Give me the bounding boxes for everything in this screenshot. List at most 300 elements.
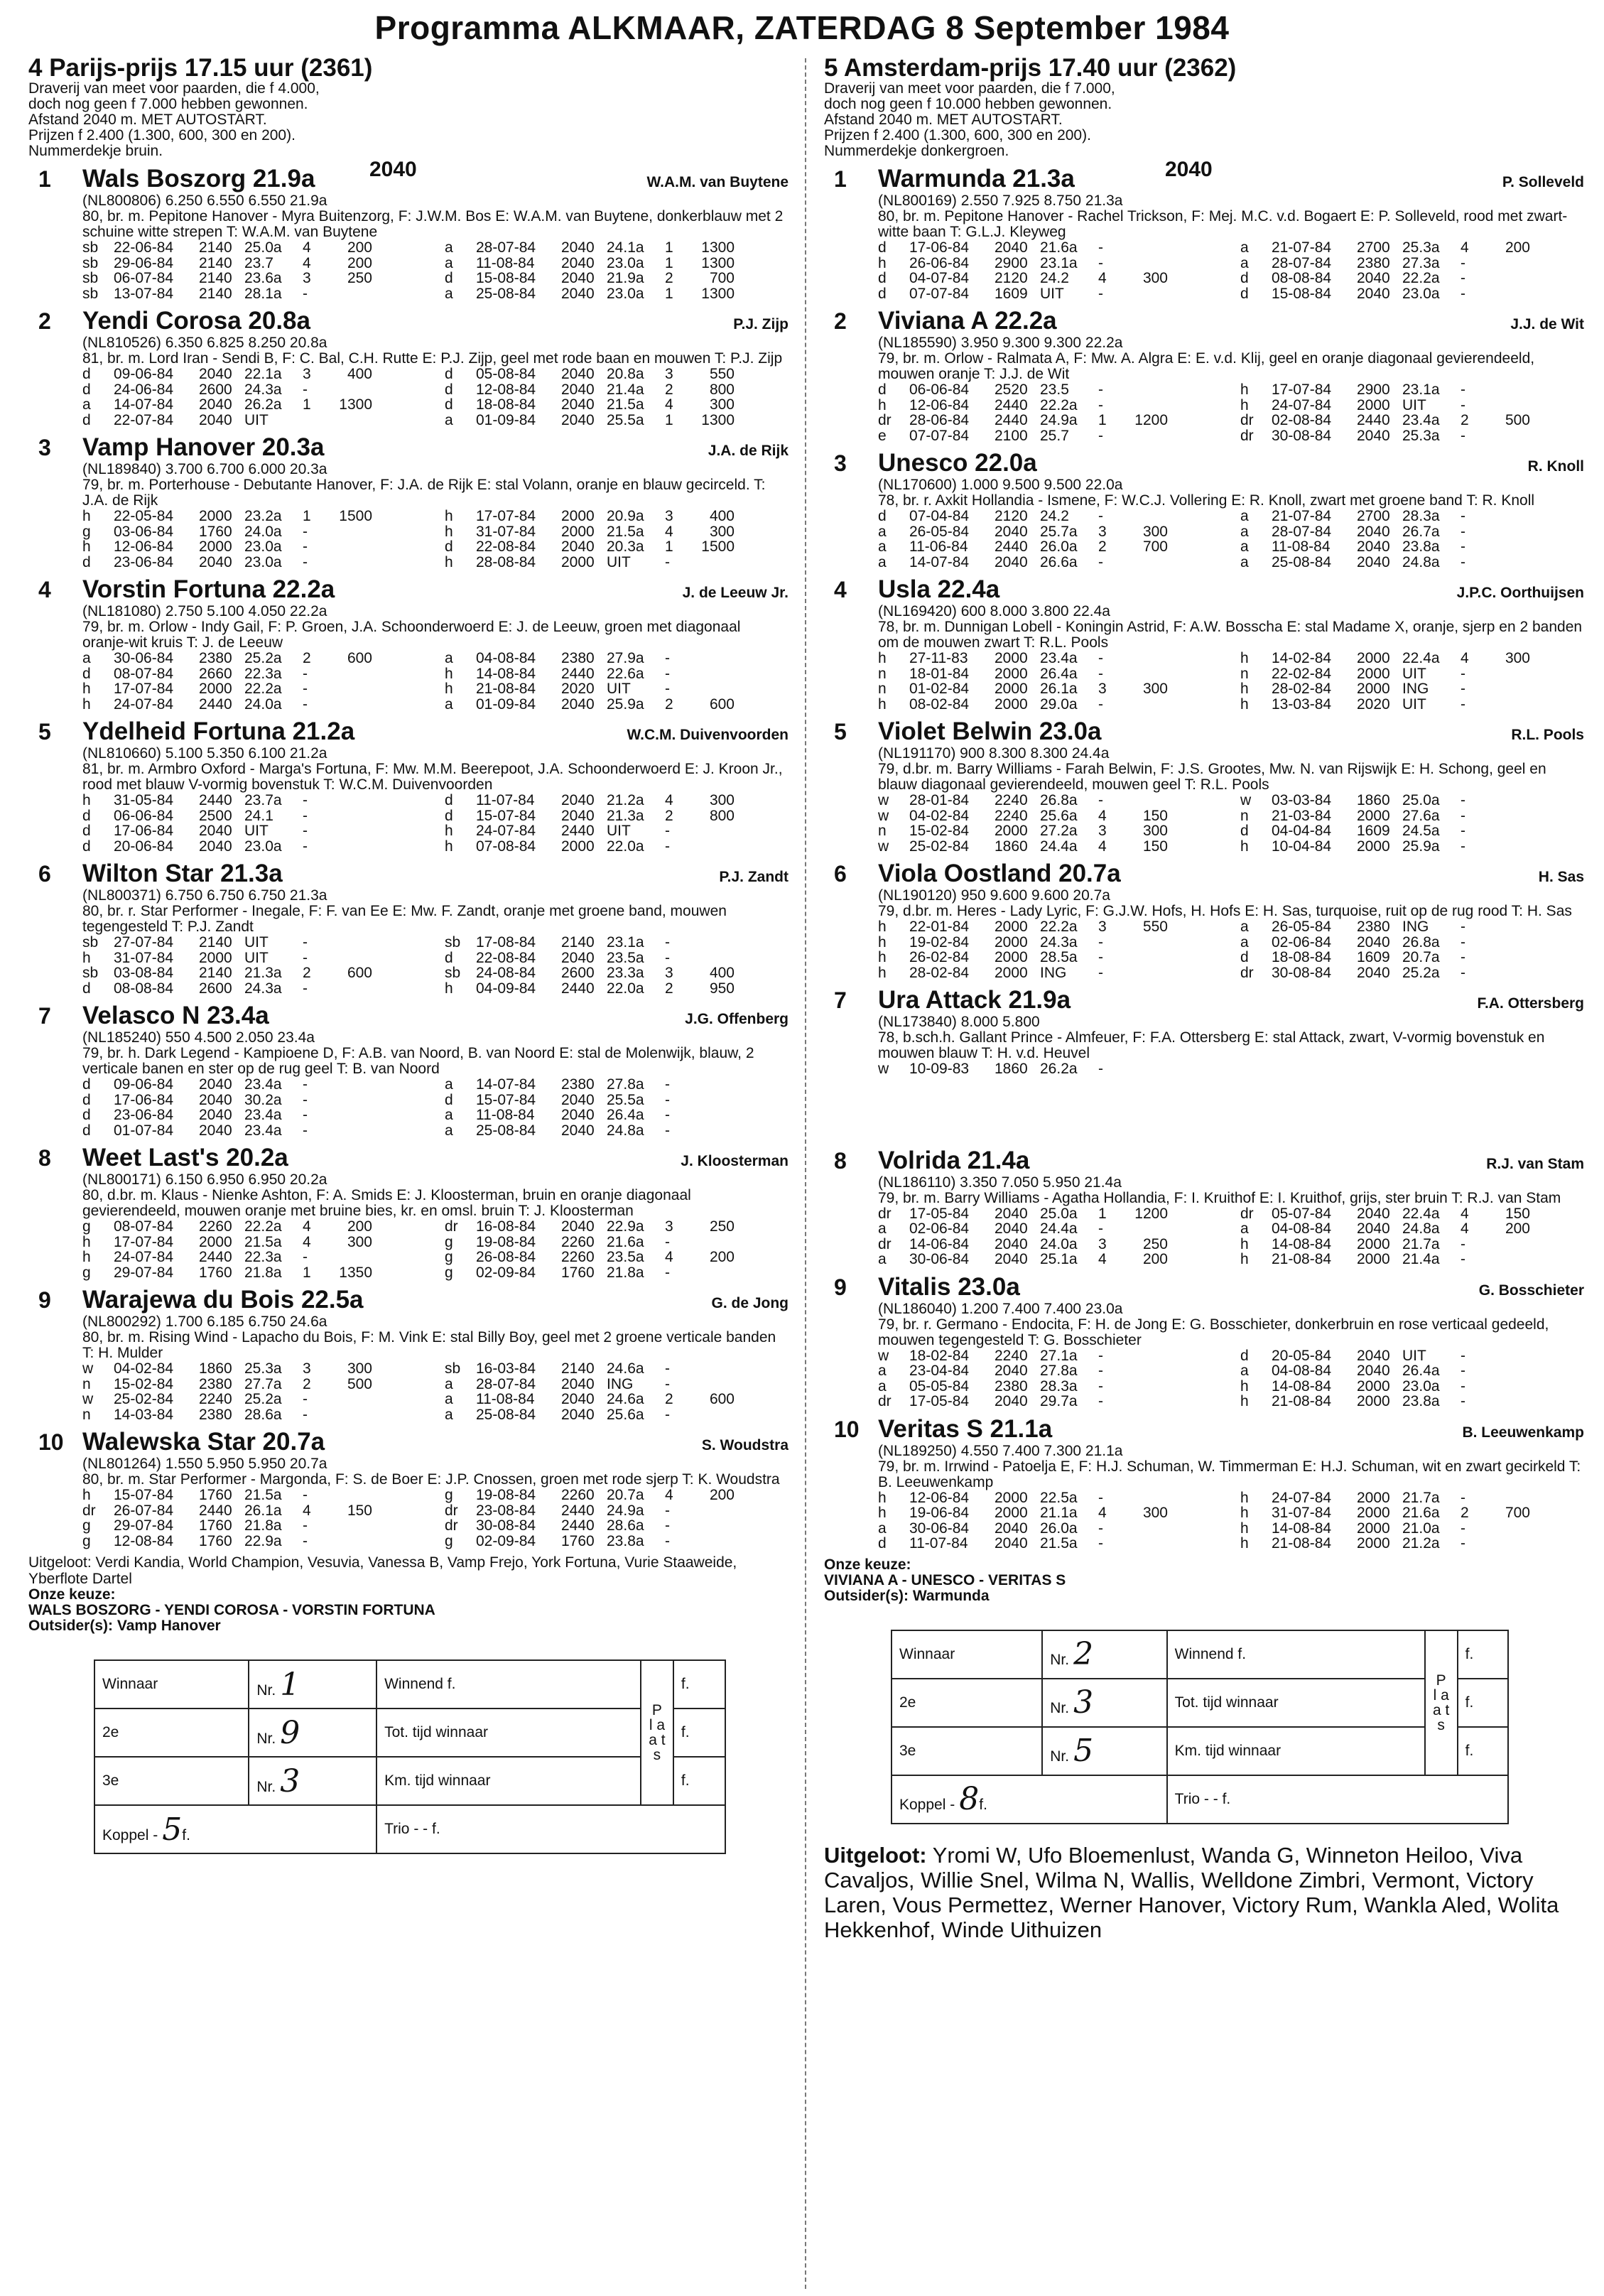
handwritten-number: 9 [280,1714,300,1751]
result-date: 03-03-84 [1272,792,1332,808]
result-place: - [665,949,670,966]
result-time: UIT [244,411,269,428]
result-track: a [878,1377,887,1395]
result-track: dr [445,1502,458,1519]
result-time: 22.2a [1402,270,1440,286]
result-line [445,240,789,256]
result-track: a [445,1122,453,1139]
result-distance: 2000 [995,665,1028,682]
result-place: - [303,695,308,713]
result-place: - [303,523,308,540]
result-date: 02-09-84 [476,1532,536,1549]
result-prize [324,1093,372,1108]
result-line [1240,919,1584,935]
result-time: UIT [244,949,269,966]
result-line [1240,1521,1584,1537]
result-place: - [1098,1220,1103,1237]
result-date: 04-04-84 [1272,823,1332,839]
result-prize [1482,1379,1530,1395]
result-date: 02-09-84 [476,1264,536,1281]
result-date: 28-06-84 [909,412,970,428]
result-track: a [1240,1220,1249,1237]
result-place: - [1461,807,1465,824]
horse-number: 3 [834,450,847,476]
result-track: a [445,239,453,256]
result-distance: 2000 [561,523,595,540]
race-5-title: 5 Amsterdam-prijs 17.40 uur (2362) [824,55,1237,82]
result-distance: 2000 [1357,665,1390,682]
driver-name: J. de Leeuw Jr. [682,585,789,601]
result-place: 4 [1098,838,1107,855]
result-place: 3 [1098,1235,1107,1252]
horse-registration: (NL189840) 3.700 6.700 6.000 20.3a [82,461,327,477]
result-track: h [878,695,887,713]
horse-description: 79, d.br. m. Barry Williams - Farah Belwin, F: J.S. Grootes, Mw. N. van Rijswijk E: H. Schong, geel en blauw diagonaal gevierendeeld, mouwen geel T: R.L. Pools [878,761,1546,793]
bet-number-cell [1042,1630,1166,1679]
result-line [1240,555,1584,570]
result-place: - [1098,285,1103,302]
result-prize: 300 [1505,650,1530,666]
result-track: h [1240,1489,1249,1506]
horse-name: Vamp Hanover 20.3a [82,433,325,461]
race-5-distance: 2040 [1165,158,1213,181]
result-time: 28.1a [244,285,282,302]
result-date: 08-07-84 [114,1218,174,1235]
horse-body [878,1273,1584,1409]
result-prize: 400 [709,508,735,524]
result-line [82,524,426,540]
result-line [445,935,789,951]
result-track: w [878,807,889,824]
result-date: 28-07-84 [1272,523,1332,540]
result-place: 1 [303,396,311,413]
horse-entry [824,449,1584,570]
result-track: d [82,823,91,839]
result-place: - [303,1249,308,1265]
result-prize [686,1407,735,1423]
result-line [878,413,1222,428]
result-track: a [1240,553,1249,570]
result-place: - [303,1532,308,1549]
result-place: 3 [665,366,673,382]
horse-registration: (NL190120) 950 9.600 9.600 20.7a [878,887,1110,904]
horse-body [878,165,1584,301]
koppel-cell [94,1805,376,1853]
result-prize [1120,950,1168,965]
result-date: 25-08-84 [476,285,536,302]
result-track: d [82,381,91,398]
result-track: d [878,381,887,398]
result-distance: 1609 [995,285,1028,302]
result-track: a [1240,1363,1249,1379]
result-distance: 1860 [995,1061,1028,1077]
result-date: 11-08-84 [1272,538,1331,555]
result-date: 11-08-84 [476,1107,535,1123]
result-distance: 2000 [1357,1393,1390,1409]
horse-entry [28,1428,789,1549]
result-time: 24.6a [607,1360,644,1377]
result-line [445,1518,789,1534]
result-distance: 2140 [561,934,595,951]
horse-number: 2 [834,308,847,334]
result-date: 11-07-84 [909,1535,968,1552]
result-place: 4 [1098,807,1107,824]
result-date: 12-08-84 [114,1532,174,1549]
result-time: 22.0a [607,838,644,855]
result-date: 14-08-84 [476,665,536,682]
result-date: 28-07-84 [476,1375,536,1392]
horse-body [82,1144,789,1280]
result-track: d [445,381,453,398]
bet-row [94,1709,725,1757]
result-track: d [878,239,887,256]
result-date: 04-08-84 [1272,1363,1332,1379]
horse-body [82,1428,789,1549]
handwritten-number: 3 [1073,1684,1094,1721]
result-distance: 2040 [995,1363,1028,1379]
results-grid [878,382,1584,443]
result-prize [1482,1521,1530,1537]
result-distance: 2000 [199,681,232,697]
horse-body [82,433,789,570]
horse-body [82,307,789,428]
result-line [82,1077,426,1093]
result-distance: 1760 [561,1532,595,1549]
result-place: - [1461,1489,1465,1506]
result-place: - [1461,270,1465,286]
driver-name: J.G. Offenberg [685,1011,789,1027]
horse-body [878,449,1584,570]
result-distance: 2440 [199,695,232,713]
result-distance: 2040 [561,270,595,286]
driver-name: R. Knoll [1527,458,1584,475]
result-time: 22.2a [1040,919,1078,935]
result-prize [1120,651,1168,666]
result-date: 21-08-84 [1272,1251,1332,1267]
result-line [878,793,1222,808]
result-distance: 1860 [995,838,1028,855]
result-distance: 2040 [1357,427,1390,444]
trio-separator: - - [413,1821,428,1837]
result-place: - [303,1107,308,1123]
trio-f: f. [1222,1790,1231,1807]
result-prize [686,651,735,666]
result-date: 12-06-84 [909,1489,970,1506]
result-track: h [1240,1235,1249,1252]
bet-value-cell: f. [1458,1727,1508,1775]
driver-name: J.P.C. Oorthuijsen [1456,585,1584,601]
result-distance: 2040 [561,807,595,824]
result-distance: 2380 [561,1076,595,1093]
result-place: - [303,381,308,398]
result-time: 26.2a [1040,1061,1078,1077]
result-track: dr [1240,1205,1254,1222]
driver-name: H. Sas [1538,869,1584,885]
result-line [1240,1379,1584,1395]
horse-number: 6 [834,861,847,887]
result-place: - [1461,665,1465,682]
result-date: 07-08-84 [476,838,536,855]
result-time: UIT [607,553,631,570]
result-time: 23.8a [1402,1393,1440,1409]
result-line [445,1093,789,1108]
result-distance: 2000 [199,538,232,555]
race-4-distance: 2040 [369,158,417,181]
result-distance: 2140 [199,254,232,271]
result-prize [1482,428,1530,444]
horse-entry [28,165,789,301]
result-track: a [878,523,887,540]
result-date: 10-04-84 [1272,838,1332,855]
horse-name: Warmunda 21.3a [878,165,1075,193]
result-date: 17-07-84 [1272,381,1332,398]
handwritten-number: 2 [1073,1636,1094,1672]
result-prize [686,1534,735,1549]
result-line [445,839,789,855]
result-date: 04-08-84 [476,650,536,666]
result-place: - [665,1502,670,1519]
result-prize [686,666,735,682]
result-prize [1120,509,1168,524]
result-place: - [303,665,308,682]
horse-description: 80, br. r. Star Performer - Inegale, F: F. van Ee E: Mw. F. Zandt, oranje met groene band, mouwen tegengesteld T: P.J. Zandt [82,903,727,935]
result-time: 27.3a [1402,254,1440,271]
result-distance: 2440 [1357,412,1390,428]
result-prize: 200 [347,239,372,256]
result-track: n [878,681,887,697]
result-date: 11-08-84 [476,1391,535,1407]
result-distance: 2260 [561,1249,595,1265]
result-prize [1120,1394,1168,1409]
result-distance: 2040 [561,792,595,808]
result-line [82,286,426,302]
result-time: 23.4a [244,1107,282,1123]
result-time: 22.9a [607,1218,644,1235]
result-prize: 300 [1142,681,1168,697]
result-prize [1482,382,1530,398]
result-time: 21.8a [244,1264,282,1281]
result-track: dr [1240,427,1254,444]
result-distance: 2000 [1357,1489,1390,1506]
result-date: 14-07-84 [909,553,970,570]
result-distance: 2040 [1357,270,1390,286]
result-place: - [665,823,670,839]
result-distance: 2440 [995,396,1028,413]
result-time: 24.5a [1402,823,1440,839]
horse-title-line [82,1428,789,1456]
result-line [445,1377,789,1392]
horse-description: 79, br. h. Dark Legend - Kampioene D, F: A.B. van Noord, B. van Noord E: stal de Molenwijk, blauw, 2 verticale banen en ster op de rug geel T: B. van Noord [82,1045,754,1077]
result-distance: 2000 [995,964,1028,981]
result-time: 26.8a [1402,933,1440,951]
result-track: dr [445,1517,458,1534]
result-prize [324,1250,372,1265]
bet-nr-label: Nr. [256,1730,276,1747]
result-track: w [878,1061,889,1077]
result-time: 25.7a [1040,523,1078,540]
page-title: Programma ALKMAAR, ZATERDAG 8 September 1984 [374,9,1230,46]
horse-name: Unesco 22.0a [878,449,1037,477]
horse-registration: (NL800292) 1.700 6.185 6.750 24.6a [82,1314,327,1330]
result-date: 08-07-84 [114,665,174,682]
horse-registration: (NL181080) 2.750 5.100 4.050 22.2a [82,603,327,619]
result-time: 27.8a [607,1076,644,1093]
result-place: - [1098,1393,1103,1409]
result-date: 02-06-84 [909,1220,970,1237]
result-distance: 2380 [199,1375,232,1392]
result-line [878,823,1222,839]
result-line [445,1108,789,1123]
results-grid [878,509,1584,570]
results-grid [878,1348,1584,1409]
result-date: 30-06-84 [909,1520,970,1537]
result-track: a [1240,919,1249,935]
result-distance: 1760 [561,1264,595,1281]
result-track: h [1240,681,1249,697]
result-distance: 2440 [561,1502,595,1519]
result-time: 23.8a [1402,538,1440,555]
result-track: a [445,650,453,666]
result-distance: 2000 [1357,1505,1390,1521]
results-grid [878,1061,1584,1077]
horse-registration: (NL800371) 6.750 6.750 6.750 21.3a [82,887,327,904]
result-time: 26.6a [1040,553,1078,570]
result-time: 24.1 [244,807,273,824]
race-5-keuze: VIVIANA A - UNESCO - VERITAS S [824,1571,1066,1588]
result-line [1240,935,1584,951]
result-place: 4 [1461,1220,1469,1237]
result-track: sb [445,934,461,951]
result-distance: 2000 [561,838,595,855]
result-prize: 700 [1505,1505,1530,1521]
result-track: a [445,695,453,713]
result-track: a [878,1363,887,1379]
result-line [1240,651,1584,666]
result-time: 28.5a [1040,949,1078,965]
result-date: 25-08-84 [476,1122,536,1139]
result-prize: 300 [347,1360,372,1377]
result-line [445,697,789,713]
horse-number: 8 [834,1147,847,1174]
result-line [445,1407,789,1423]
result-distance: 2040 [199,838,232,855]
result-distance: 2000 [199,508,232,524]
result-distance: 2000 [561,508,595,524]
result-distance: 1760 [199,523,232,540]
result-distance: 2000 [995,695,1028,713]
result-prize: 600 [709,695,735,713]
result-distance: 2240 [995,792,1028,808]
result-time: 23.0a [607,254,644,271]
result-place: 2 [665,980,673,997]
result-prize [324,951,372,966]
result-date: 30-06-84 [909,1251,970,1267]
result-date: 04-08-84 [1272,1220,1332,1237]
result-line [878,382,1222,398]
result-distance: 2240 [995,1347,1028,1364]
result-prize [1482,555,1530,570]
result-time: 24.4a [1040,1220,1078,1237]
result-place: 1 [303,508,311,524]
result-place: - [1461,1520,1465,1537]
result-place: 1 [1098,1205,1107,1222]
result-prize [686,1235,735,1250]
result-track: h [878,919,887,935]
result-prize [1120,1221,1168,1237]
result-prize: 550 [1142,919,1168,935]
horse-name: Viviana A 22.2a [878,307,1057,335]
result-track: h [1240,396,1249,413]
result-track: a [878,538,887,555]
result-place: 2 [665,1391,673,1407]
result-place: 3 [1098,919,1107,935]
result-line [878,808,1222,824]
result-prize: 700 [709,270,735,286]
result-line [82,509,426,524]
result-date: 21-07-84 [1272,239,1332,256]
result-place: 2 [303,965,311,981]
result-distance: 2040 [995,1220,1028,1237]
result-date: 04-07-84 [909,270,970,286]
result-date: 24-07-84 [476,823,536,839]
horse-title-line [82,1002,789,1030]
horse-entry [28,1286,789,1422]
result-date: 23-04-84 [909,1363,970,1379]
result-line [445,1235,789,1250]
horse-body [878,307,1584,443]
horse-registration: (NL189250) 4.550 7.400 7.300 21.1a [878,1442,1123,1459]
result-line [1240,1536,1584,1552]
result-line [1240,1394,1584,1409]
result-date: 06-07-84 [114,270,174,286]
result-line [878,950,1222,965]
result-place: 4 [665,396,673,413]
result-line [82,367,426,382]
result-track: d [82,1091,91,1108]
result-date: 06-06-84 [114,807,174,824]
result-line [82,1108,426,1123]
horse-title-line [878,165,1584,193]
result-distance: 2440 [995,538,1028,555]
result-date: 25-08-84 [1272,553,1332,570]
horse-registration: (NL186040) 1.200 7.400 7.400 23.0a [878,1300,1123,1317]
horse-description: 78, br. m. Dunnigan Lobell - Koningin Astrid, F: A.W. Bosscha E: stal Madame X, oranje, sjerp en 2 banden om de mouwen zwart T: R.L. Pools [878,619,1583,651]
result-line [82,935,426,951]
result-place: - [1461,553,1465,570]
result-distance: 2000 [1357,1377,1390,1395]
horse-registration: (NL800169) 2.550 7.925 8.750 21.3a [878,193,1123,209]
result-line [82,1377,426,1392]
result-prize [1482,965,1530,981]
result-distance: 2020 [561,681,595,697]
result-place: 3 [303,270,311,286]
result-date: 16-08-84 [476,1218,536,1235]
result-line [1240,240,1584,256]
result-date: 21-08-84 [476,681,536,697]
race-4-keuze: WALS BOSZORG - YENDI COROSA - VORSTIN FORTUNA [28,1602,435,1618]
result-distance: 2140 [561,1360,595,1377]
result-prize [1120,666,1168,682]
result-track: d [82,1107,91,1123]
result-prize: 1200 [1134,412,1168,428]
result-place: 4 [303,254,311,271]
result-time: 21.4a [1402,1251,1440,1267]
result-track: d [445,807,453,824]
bet-value-cell: f. [673,1709,725,1757]
result-time: 23.0a [244,553,282,570]
horse-name: Usla 22.4a [878,575,1000,603]
result-distance: 2260 [199,1218,232,1235]
